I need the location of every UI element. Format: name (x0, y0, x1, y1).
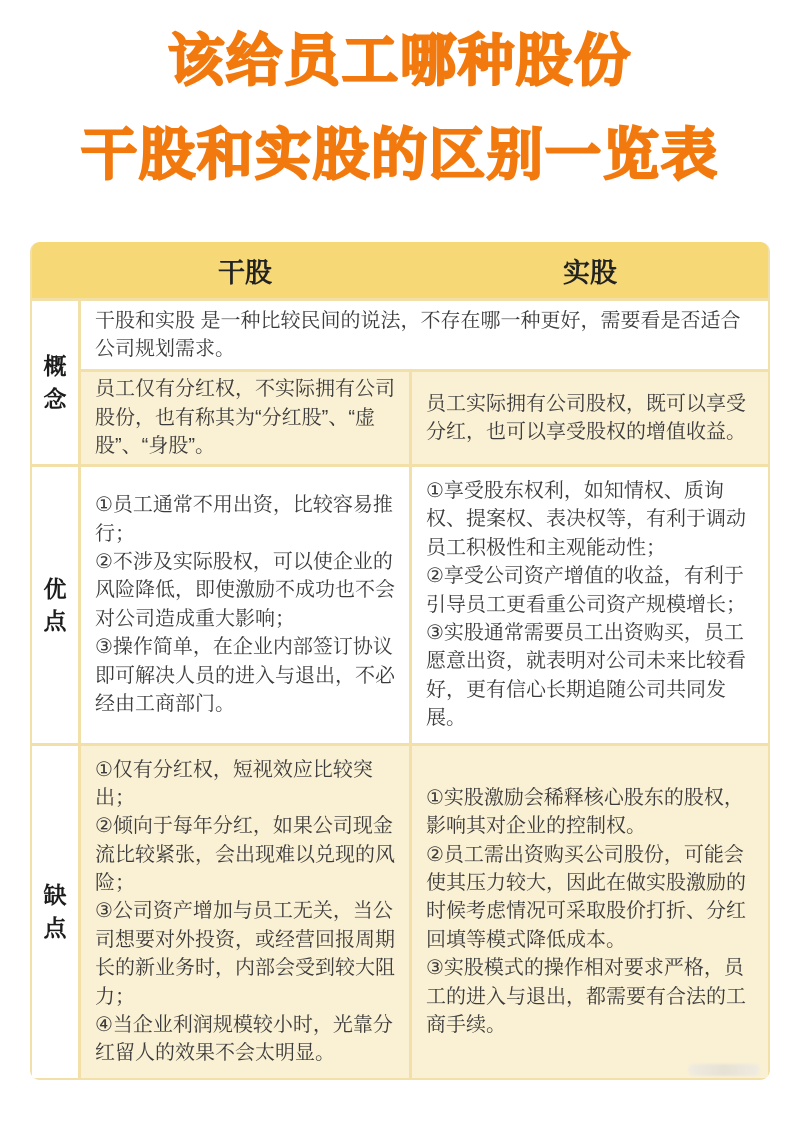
pros-real-item-2: ②享受公司资产增值的收益，有利于引导员工更看重公司资产规模增长； (426, 565, 746, 616)
row-label-pros (32, 467, 78, 743)
cons-real-item-3: ③实股模式的操作相对要求严格，员工的进入与退出，都需要有合法的工商手续。 (426, 957, 746, 1037)
pros-real-item-1: ①享受股东权利，如知情权、质询权、提案权、表决权等，有利于调动员工积极性和主观能动性； (426, 480, 746, 559)
cons-real-item-1: ①实股激励会稀释核心股东的股权，影响其对企业的控制权。 (426, 786, 744, 838)
concept-dry-shares-cell (81, 372, 409, 464)
row-label-concept-text: 概念 (43, 353, 67, 412)
concept-dry-text: 员工仅有分红权，不实际拥有公司股份，也有称其为“分红股”、“虚股”、“身股”。 (95, 378, 395, 458)
pros-dry-item-1: ①员工通常不用出资，比较容易推行； (95, 494, 393, 545)
cons-dry-shares-cell (81, 746, 409, 1078)
pros-real-item-3: ③实股通常需要员工出资购买，员工愿意出资，就表明对公司未来比较看好，更有信心长期追随公司共同发展。 (426, 621, 746, 730)
cons-dry-item-2: ②倾向于每年分红，如果公司现金流比较紧张，会出现难以兑现的风险； (95, 815, 395, 895)
cons-dry-item-3: ③公司资产增加与员工无关，当公司想要对外投资，或经营回报周期长的新业务时，内部会受到较大阻力； (95, 900, 395, 1008)
cons-real-item-2: ②员工需出资购买公司股份，可能会使其压力较大，因此在做实股激励的时候考虑情况可采取股价打折、分红回填等模式降低成本。 (426, 843, 746, 951)
page-title-line1: 该给员工哪种股份 (168, 29, 632, 92)
pros-dry-shares-cell (81, 467, 409, 743)
pros-real-shares-cell (412, 467, 768, 743)
concept-real-shares-cell (412, 372, 768, 464)
intro-text: 干股和实股 是一种比较民间的说法，不存在哪一种更好，需要看是否适合公司规划需求。 (95, 309, 741, 360)
concept-real-text: 员工实际拥有公司股权，既可以享受分红，也可以享受股权的增值收益。 (426, 392, 746, 443)
watermark-smudge (688, 1064, 760, 1076)
comparison-table (30, 242, 770, 1080)
cons-real-shares-cell (412, 746, 768, 1078)
pros-dry-item-2: ②不涉及实际股权，可以使企业的风险降低，即使激励不成功也不会对公司造成重大影响； (95, 550, 395, 630)
cons-dry-item-1: ①仅有分红权，短视效应比较突出； (95, 758, 373, 809)
page-header (0, 0, 800, 190)
column-header-real-shares: 实股 (563, 257, 617, 288)
row-label-cons-text: 缺点 (43, 882, 67, 941)
intro-cell (81, 301, 768, 369)
row-label-pros-text: 优点 (43, 575, 67, 634)
table-header-row (32, 242, 768, 298)
row-label-cons (32, 746, 78, 1078)
pros-dry-item-3: ③操作简单，在企业内部签订协议即可解决人员的进入与退出，不必经由工商部门。 (95, 636, 395, 715)
row-label-concept (32, 301, 78, 464)
cons-dry-item-4: ④当企业利润规模较小时，光靠分红留人的效果不会太明显。 (95, 1014, 393, 1065)
page-title-line2: 干股和实股的区别一览表 (81, 123, 719, 186)
column-header-dry-shares: 干股 (218, 257, 272, 288)
